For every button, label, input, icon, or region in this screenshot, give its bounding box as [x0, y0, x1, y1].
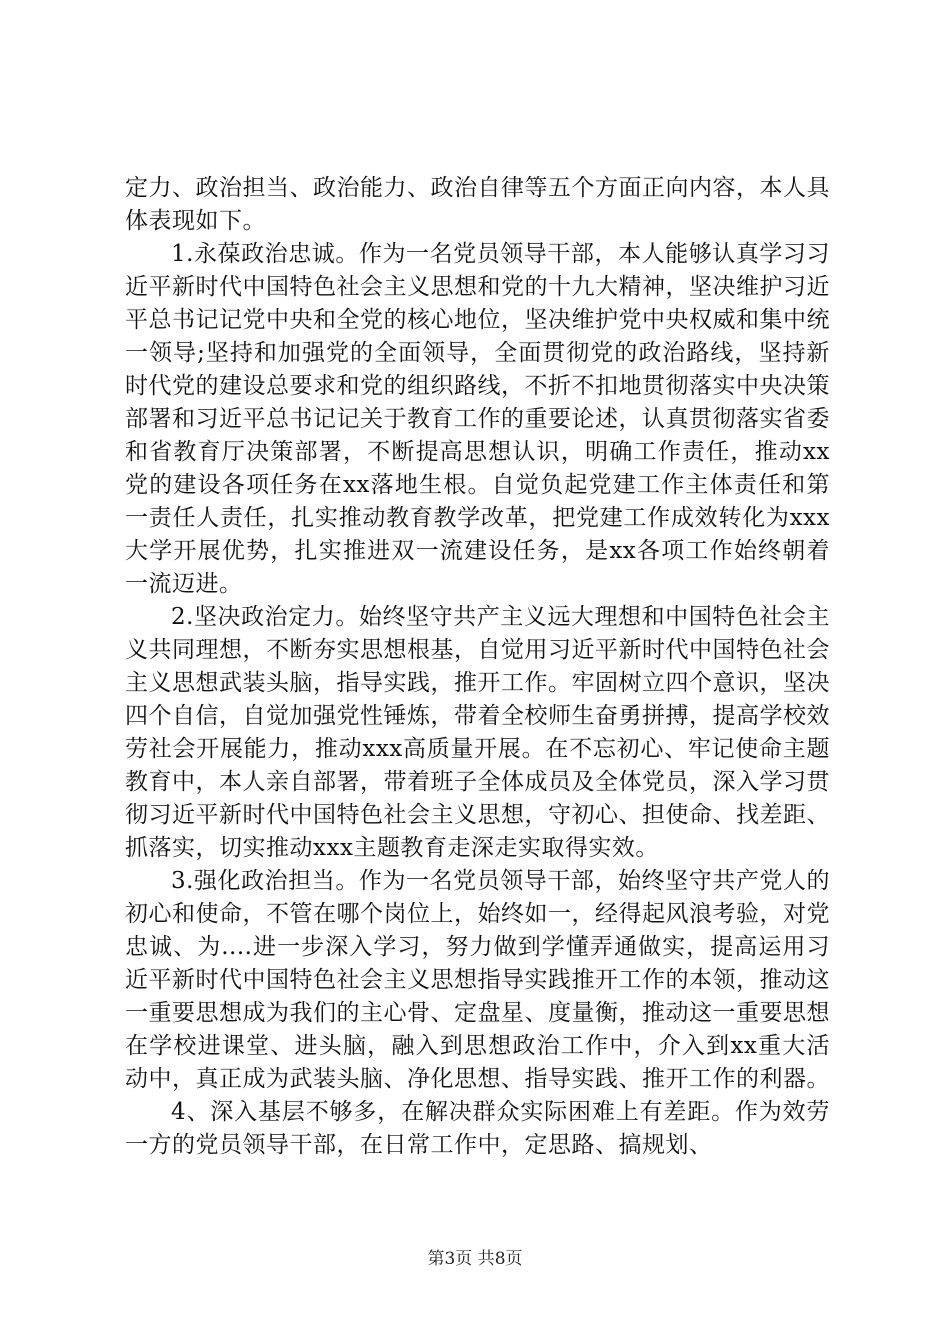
paragraph-continuation: 定力、政治担当、政治能力、政治自律等五个方面正向内容，本人具体表现如下。 [125, 175, 830, 234]
document-body [125, 172, 830, 1162]
paragraph-political-resolve: 2.坚决政治定力。始终坚守共产主义远大理想和中国特色社会主义共同理想，不断夯实思想根基，自觉用习近平新时代中国特色社会主义思想武装头脑，指导实践，推开工作。牢固树立四个意识，坚决四个自信，自觉加强党性锤炼，带着全校师生奋勇拼搏，提高学校效劳社会开展能力，推动xxx高质量开展。在不忘初心、牢记使命主题教育中，本人亲自部署，带着班子全体成员及全体党员，深入学习贯彻习近平新时代中国特色社会主义思想，守初心、担使命、找差距、抓落实，切实推动xxx主题教育走深走实取得实效。 [125, 604, 830, 861]
paragraph-political-responsibility: 3.强化政治担当。作为一名党员领导干部，始终坚守共产党人的初心和使命，不管在哪个岗位上，始终如一，经得起风浪考验，对党忠诚、为....进一步深入学习，努力做到学懂弄通做实，提高运用习近平新时代中国特色社会主义思想指导实践推开工作的本领，推动这一重要思想成为我们的主心骨、定盘星、度量衡，推动这一重要思想在学校进课堂、进头脑，融入到思想政治工作中，介入到xx重大活动中，真正成为武装头脑、净化思想、指导实践、推开工作的利器。 [125, 868, 830, 1092]
paragraph-political-loyalty: 1.永葆政治忠诚。作为一名党员领导干部，本人能够认真学习习近平新时代中国特色社会主义思想和党的十九大精神，坚决维护习近平总书记记党中央和全党的核心地位，坚决维护党中央权威和集中统一领导;坚持和加强党的全面领导，全面贯彻党的政治路线，坚持新时代党的建设总要求和党的组织路线，不折不扣地贯彻落实中央决策部署和习近平总书记记关于教育工作的重要论述，认真贯彻落实省委和省教育厅决策部署，不断提高思想认识，明确工作责任，推动xx党的建设各项任务在xx落地生根。自觉负起党建工作主体责任和第一责任人责任，扎实推动教育教学改革，把党建工作成效转化为xxx大学开展优势，扎实推进双一流建设任务，是xx各项工作始终朝着一流迈进。 [125, 241, 830, 597]
page-footer: 第3页 共8页 [427, 1249, 523, 1269]
paragraph-grassroots: 4、深入基层不够多，在解决群众实际困难上有差距。作为效劳一方的党员领导干部，在日常工作中，定思路、搞规划、 [125, 1099, 830, 1158]
